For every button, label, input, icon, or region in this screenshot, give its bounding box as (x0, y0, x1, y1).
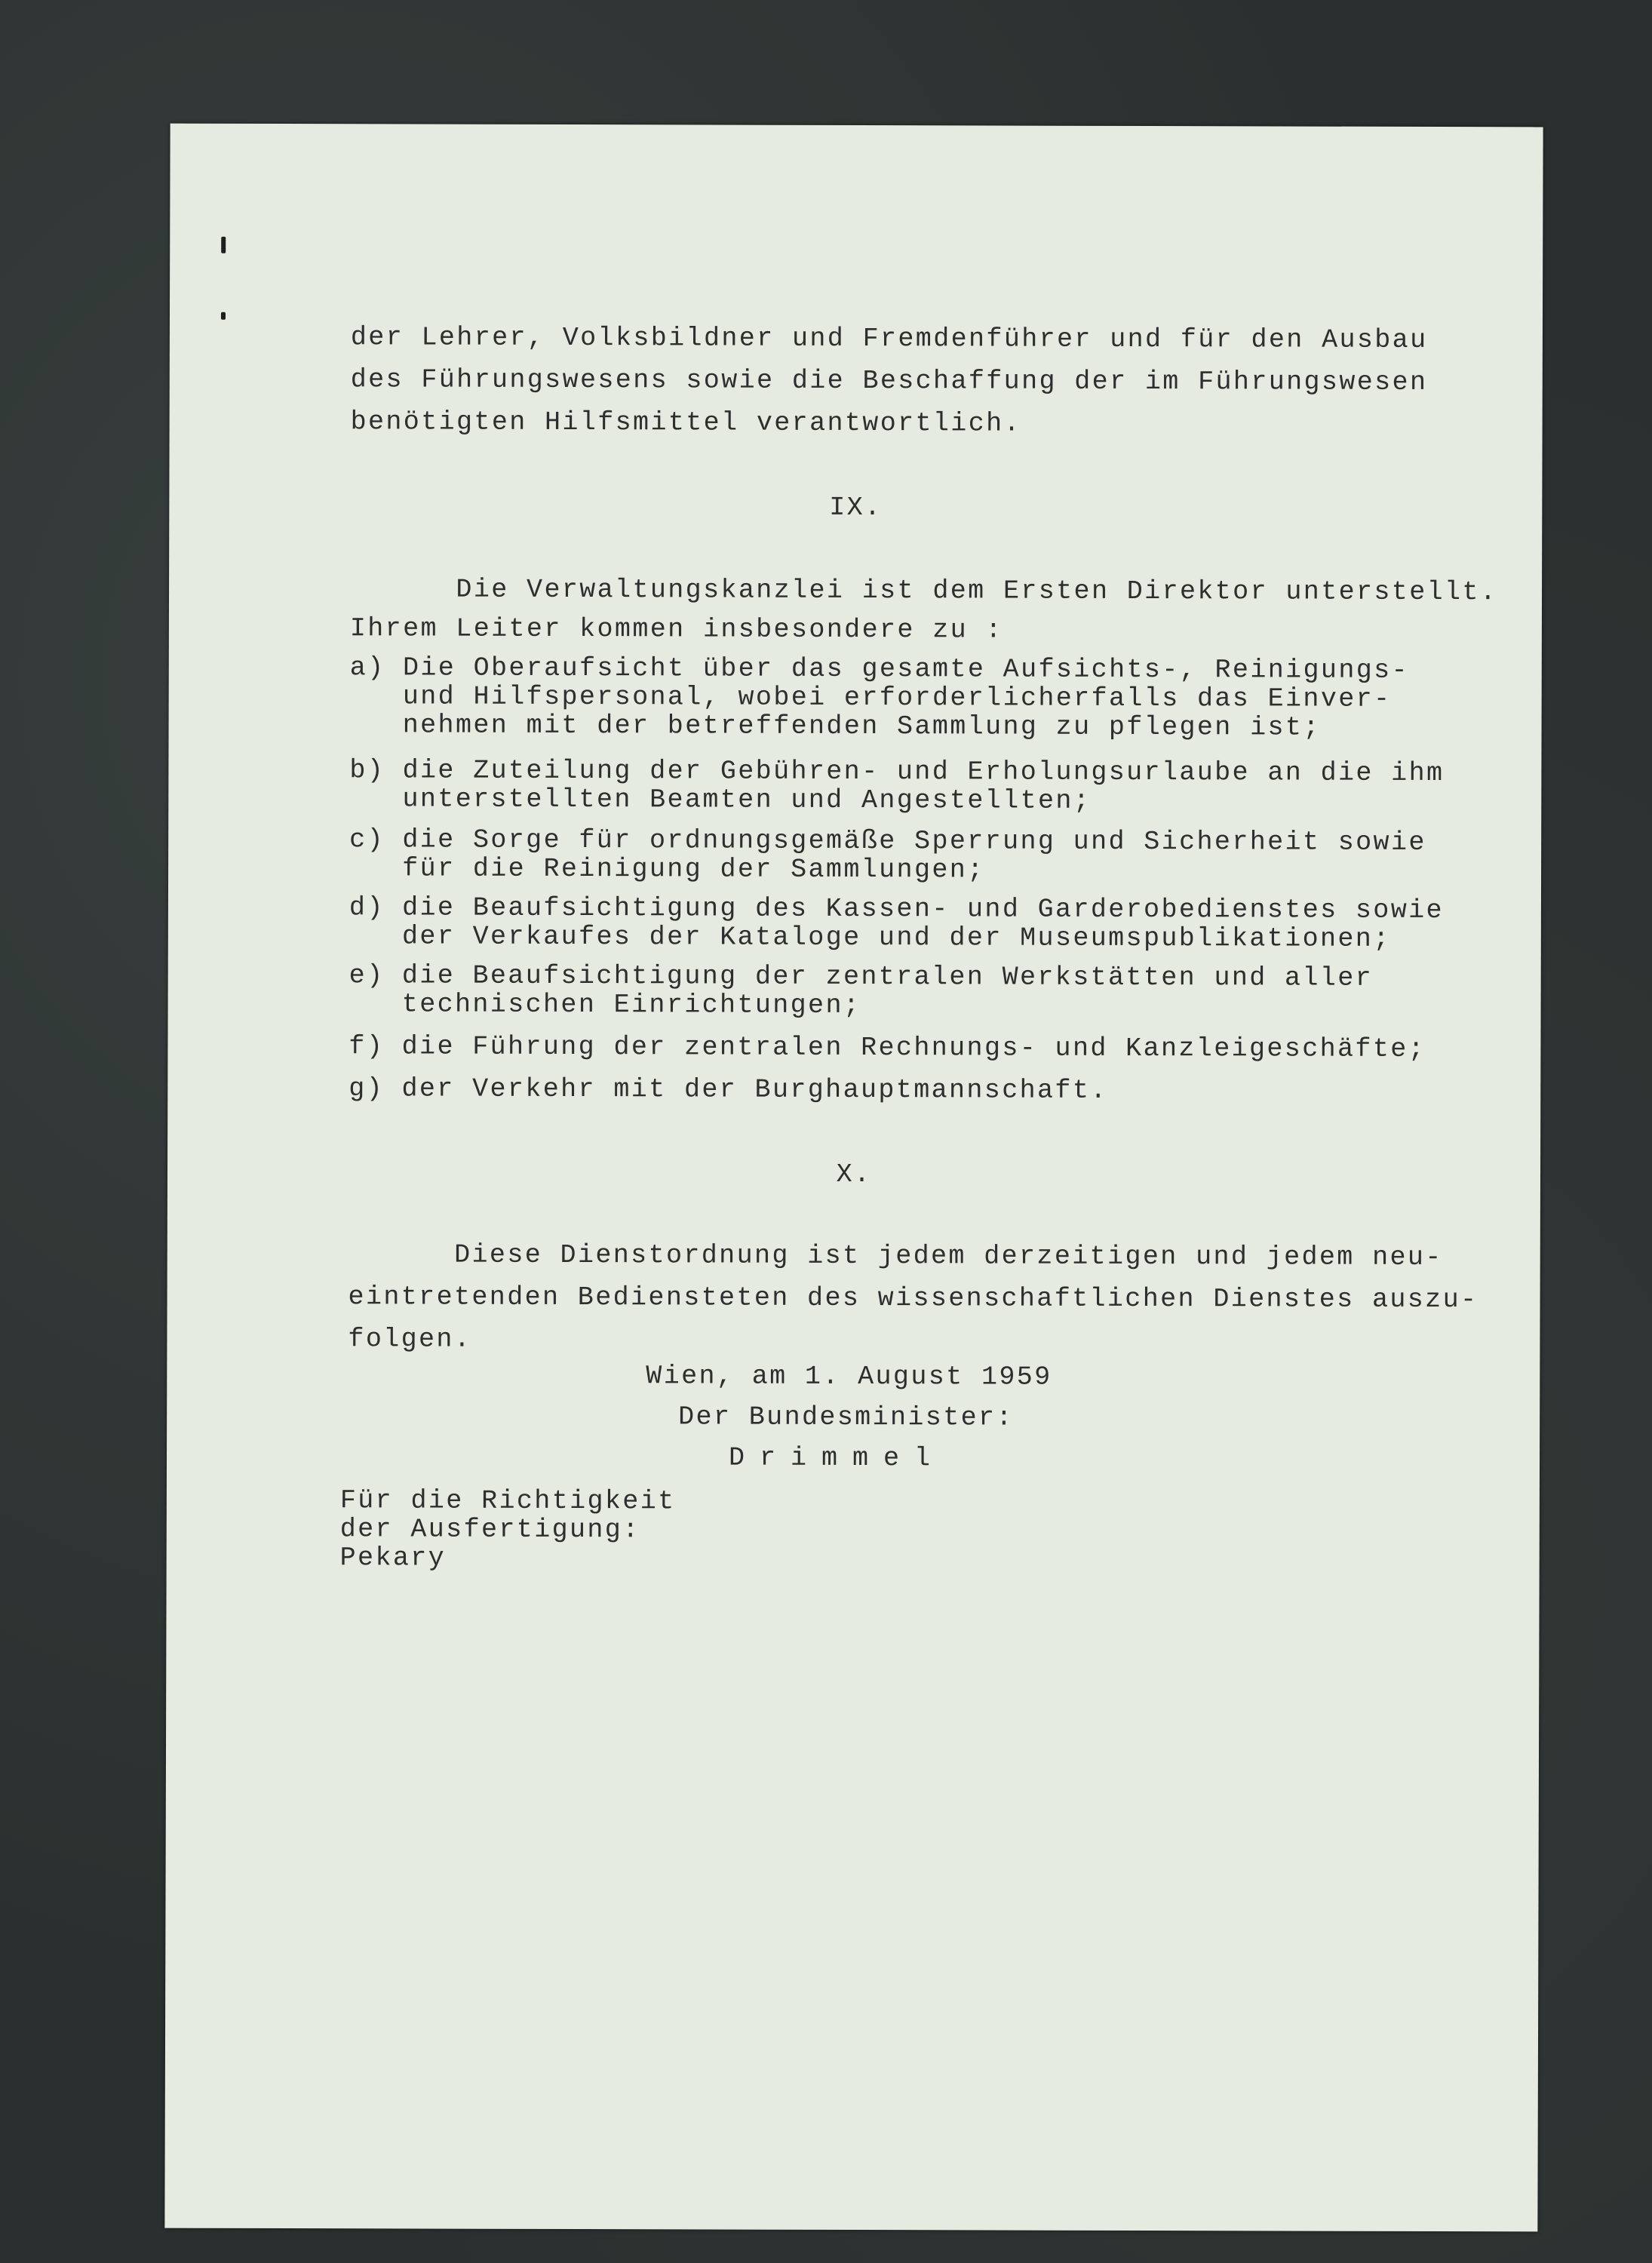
list-item-line: für die Reinigung der Sammlungen; (349, 853, 985, 886)
section-paragraph-line: Diese Dienstordnung ist jedem derzeitigen und jedem neu- (348, 1239, 1443, 1273)
section-heading: X. (836, 1159, 872, 1190)
place-date: Wien, am 1. August 1959 (646, 1361, 1052, 1392)
section-paragraph-line: Die Verwaltungskanzlei ist dem Ersten Direktor unterstellt. (349, 574, 1498, 608)
section-paragraph-line: eintretenden Bediensteten des wissenschaftlichen Dienstes auszu- (348, 1282, 1479, 1316)
list-item-line: d) die Beaufsichtigung des Kassen- und Garderobedienstes sowie (349, 892, 1444, 926)
list-item-line: unterstellten Beamten und Angestellten; (349, 784, 1092, 816)
intro-line: benötigten Hilfsmittel verantwortlich. (350, 407, 1022, 439)
list-item-line: der Verkaufes der Kataloge und der Museumspublikationen; (349, 921, 1391, 954)
punch-mark (221, 237, 226, 253)
list-item-line: c) die Sorge für ordnungsgemäße Sperrung und Sicherheit sowie (349, 824, 1426, 858)
minister-title: Der Bundesminister: (678, 1402, 1014, 1433)
certification-name: Pekary (339, 1543, 447, 1574)
certification-line: Für die Richtigkeit (339, 1485, 676, 1517)
list-item-line: a) Die Oberaufsicht über das gesamte Aufsichts-, Reinigungs- (349, 652, 1410, 686)
document-page (164, 124, 1543, 2232)
list-item-line: b) die Zuteilung der Gebühren- und Erholungsurlaube an die ihm (349, 755, 1445, 789)
list-item-line: e) die Beaufsichtigung der zentralen Werkstätten und aller (349, 960, 1374, 993)
certification-line: der Ausfertigung: (339, 1514, 640, 1546)
intro-line: der Lehrer, Volksbildner und Fremdenführer und für den Ausbau (350, 322, 1428, 355)
list-item-line: g) der Verkehr mit der Burghauptmannschaft. (349, 1073, 1108, 1106)
section-paragraph-line: Ihrem Leiter kommen insbesondere zu : (349, 613, 1003, 646)
list-item-line: nehmen mit der betreffenden Sammlung zu pflegen ist; (349, 710, 1321, 743)
list-item-line: technischen Einrichtungen; (349, 989, 861, 1021)
section-heading: IX. (829, 492, 883, 524)
punch-mark (221, 312, 226, 320)
section-paragraph-line: folgen. (348, 1324, 472, 1355)
intro-line: des Führungswesens sowie die Beschaffung der im Führungswesen (350, 364, 1428, 398)
minister-signature: Drimmel (728, 1442, 946, 1474)
list-item-line: f) die Führung der zentralen Rechnungs- und Kanzleigeschäfte; (349, 1031, 1426, 1064)
list-item-line: und Hilfspersonal, wobei erforderlicherfalls das Einver- (349, 681, 1392, 714)
